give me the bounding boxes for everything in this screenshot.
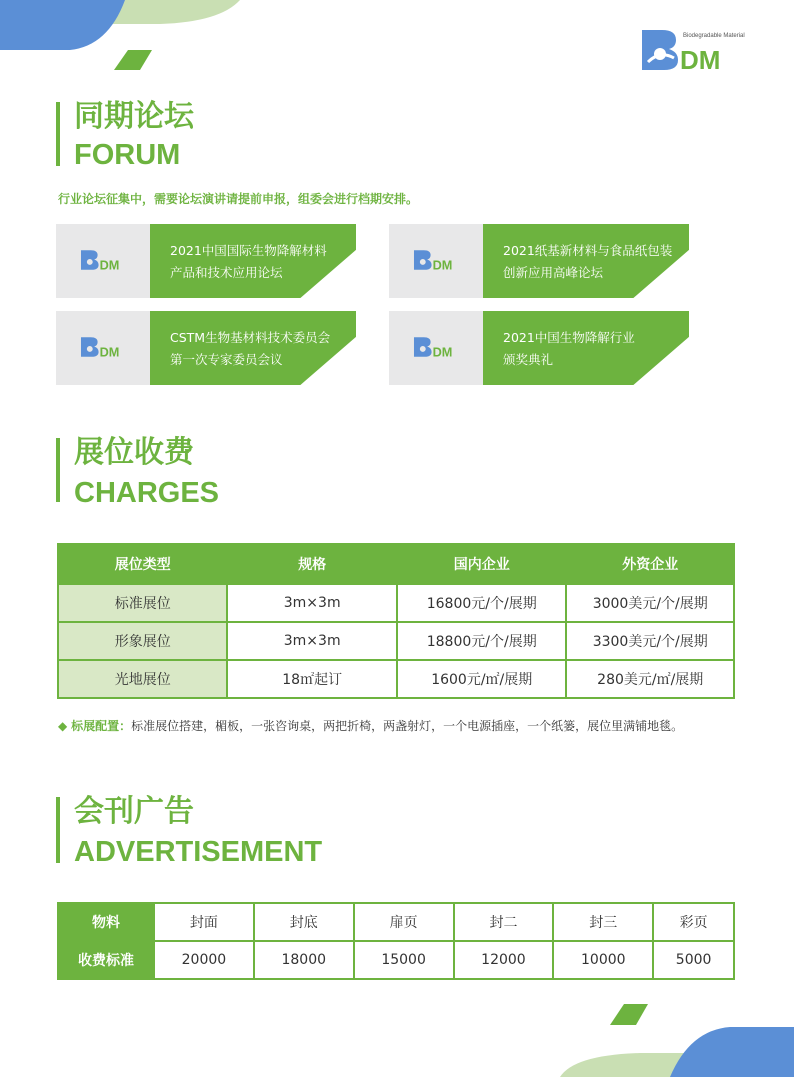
table-cell: 彩页 — [653, 903, 734, 941]
note-label: 标展配置： — [71, 719, 132, 733]
table-row — [58, 622, 734, 660]
table-cell: 5000 — [653, 941, 734, 979]
bdm-logo-icon — [80, 249, 126, 271]
table-header-row — [58, 544, 734, 584]
charges-title-zh: 展位收费 — [74, 435, 194, 470]
table-cell: 封底 — [254, 903, 354, 941]
forum-card — [389, 311, 689, 385]
table-row-label: 物料 — [58, 903, 154, 941]
forum-title-en: FORUM — [74, 139, 181, 171]
forum-card-line1: 2021纸基新材料与食品纸包装 — [503, 243, 673, 258]
table-cell: 封二 — [454, 903, 554, 941]
table-row — [58, 903, 734, 941]
forum-card-line1: 2021中国生物降解行业 — [503, 330, 635, 345]
table-cell: 3m×3m — [227, 622, 397, 660]
bdm-logo-icon — [413, 249, 459, 271]
table-header: 国内企业 — [397, 544, 567, 584]
table-cell: 10000 — [553, 941, 653, 979]
table-header: 展位类型 — [58, 544, 227, 584]
forum-intro: 行业论坛征集中，需要论坛演讲请提前申报，组委会进行档期安排。 — [58, 192, 419, 206]
bottom-right-decoration — [560, 1000, 794, 1077]
table-cell: 1600元/㎡/展期 — [397, 660, 567, 698]
table-cell: 3300美元/个/展期 — [566, 622, 734, 660]
charges-title-en: CHARGES — [74, 477, 220, 509]
forum-card-line2: 颁奖典礼 — [503, 352, 554, 367]
forum-title-zh: 同期论坛 — [74, 99, 194, 134]
bdm-logo-icon — [80, 336, 126, 358]
svg-text:DM: DM — [99, 257, 120, 271]
forum-card-line2: 创新应用高峰论坛 — [503, 265, 604, 280]
table-cell: 20000 — [154, 941, 254, 979]
forum-card — [389, 224, 689, 298]
svg-text:DM: DM — [432, 344, 453, 358]
diamond-icon: ◆ — [58, 719, 68, 733]
note-text: 标准展位搭建，楣板，一张咨询桌，两把折椅，两盏射灯，一个电源插座，一个纸篓，展位里满铺地毯。 — [131, 719, 684, 733]
charges-table — [57, 543, 735, 699]
table-cell: 15000 — [354, 941, 454, 979]
table-header: 外资企业 — [566, 544, 734, 584]
table-cell: 12000 — [454, 941, 554, 979]
logo-subtext: Biodegradable Material — [683, 33, 745, 39]
table-cell: 形象展位 — [58, 622, 227, 660]
forum-card — [56, 311, 356, 385]
table-row — [58, 660, 734, 698]
svg-text:DM: DM — [680, 45, 721, 72]
forum-card-line2: 产品和技术应用论坛 — [170, 265, 283, 280]
booth-config-note — [58, 717, 683, 734]
advertisement-title-en: ADVERTISEMENT — [74, 836, 323, 868]
table-cell: 18000 — [254, 941, 354, 979]
table-row — [58, 584, 734, 622]
forum-card-line2: 第一次专家委员会议 — [170, 352, 283, 367]
table-cell: 3000美元/个/展期 — [566, 584, 734, 622]
forum-card — [56, 224, 356, 298]
table-cell: 封面 — [154, 903, 254, 941]
advertisement-title-zh: 会刊广告 — [74, 794, 194, 829]
top-left-decoration — [0, 0, 250, 75]
svg-text:DM: DM — [432, 257, 453, 271]
bdm-logo-icon — [413, 336, 459, 358]
forum-card-line1: CSTM生物基材料技术委员会 — [170, 330, 331, 345]
table-cell: 18800元/个/展期 — [397, 622, 567, 660]
forum-card-line1: 2021中国国际生物降解材料 — [170, 243, 327, 258]
table-cell: 18㎡起订 — [227, 660, 397, 698]
table-cell: 标准展位 — [58, 584, 227, 622]
table-cell: 280美元/㎡/展期 — [566, 660, 734, 698]
table-row — [58, 941, 734, 979]
table-cell: 封三 — [553, 903, 653, 941]
table-cell: 16800元/个/展期 — [397, 584, 567, 622]
advertisement-table — [57, 902, 735, 980]
table-header: 规格 — [227, 544, 397, 584]
table-cell: 光地展位 — [58, 660, 227, 698]
table-cell: 扉页 — [354, 903, 454, 941]
svg-text:DM: DM — [99, 344, 120, 358]
table-cell: 3m×3m — [227, 584, 397, 622]
table-row-label: 收费标准 — [58, 941, 154, 979]
